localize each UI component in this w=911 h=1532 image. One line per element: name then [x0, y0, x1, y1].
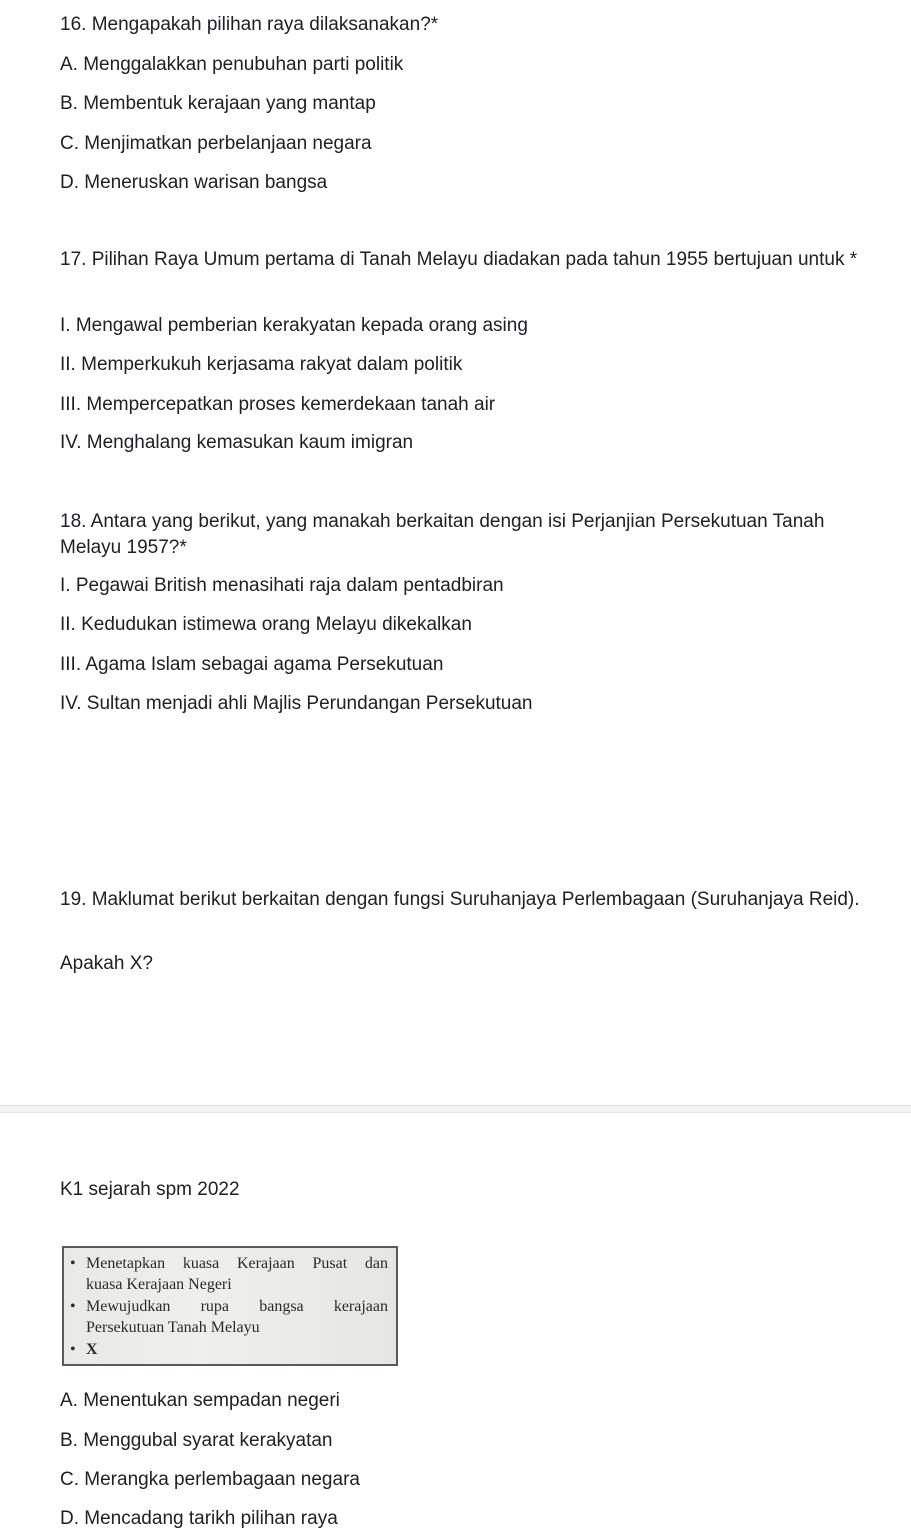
- section-divider: [0, 1105, 911, 1113]
- bullet-1: •: [70, 1255, 76, 1272]
- q17-statement-ii: II. Memperkukuh kerjasama rakyat dalam politik: [60, 354, 463, 375]
- q16-option-b[interactable]: B. Membentuk kerajaan yang mantap: [60, 93, 376, 114]
- q19-option-b[interactable]: B. Menggubal syarat kerakyatan: [60, 1430, 333, 1451]
- question-17-text: 17. Pilihan Raya Umum pertama di Tanah Melayu diadakan pada tahun 1955 bertujuan untuk *: [60, 249, 858, 270]
- q18-statement-iii: III. Agama Islam sebagai agama Persekutuan: [60, 654, 444, 675]
- q19-option-a[interactable]: A. Menentukan sempadan negeri: [60, 1390, 340, 1411]
- q16-option-c[interactable]: C. Menjimatkan perbelanjaan negara: [60, 133, 372, 154]
- question-18-text: 18. Antara yang berikut, yang manakah berkaitan dengan isi Perjanjian Persekutuan Tanah Melayu 1957?*: [60, 511, 825, 558]
- question-19-prompt: Apakah X?: [60, 953, 153, 974]
- q17-statement-i: I. Mengawal pemberian kerakyatan kepada orang asing: [60, 315, 528, 336]
- q17-statement-iii: III. Mempercepatkan proses kemerdekaan tanah air: [60, 394, 496, 415]
- question-16-text: 16. Mengapakah pilihan raya dilaksanakan?*: [60, 14, 439, 35]
- question-19-text: 19. Maklumat berikut berkaitan dengan fungsi Suruhanjaya Perlembagaan (Suruhanjaya Reid).: [60, 889, 860, 910]
- bullet-2: •: [70, 1298, 76, 1315]
- stimulus-line-1a: Menetapkan kuasa Kerajaan Pusat dan: [86, 1255, 388, 1272]
- stimulus-image: [62, 1246, 398, 1366]
- stimulus-line-2b: Persekutuan Tanah Melayu: [86, 1319, 260, 1336]
- bullet-3: •: [70, 1341, 76, 1358]
- stimulus-line-2a: Mewujudkan rupa bangsa kerajaan: [86, 1298, 388, 1315]
- q18-statement-ii: II. Kedudukan istimewa orang Melayu dikekalkan: [60, 614, 472, 635]
- q18-statement-i: I. Pegawai British menasihati raja dalam pentadbiran: [60, 575, 504, 596]
- q19-option-d[interactable]: D. Mencadang tarikh pilihan raya: [60, 1508, 338, 1529]
- q16-option-a[interactable]: A. Menggalakkan penubuhan parti politik: [60, 54, 404, 75]
- stimulus-line-x: X: [86, 1341, 98, 1358]
- q16-option-d[interactable]: D. Meneruskan warisan bangsa: [60, 172, 328, 193]
- q19-option-c[interactable]: C. Merangka perlembagaan negara: [60, 1469, 360, 1490]
- source-caption: K1 sejarah spm 2022: [60, 1179, 240, 1200]
- q18-statement-iv: IV. Sultan menjadi ahli Majlis Perundangan Persekutuan: [60, 693, 533, 714]
- q17-statement-iv: IV. Menghalang kemasukan kaum imigran: [60, 432, 414, 453]
- stimulus-line-1b: kuasa Kerajaan Negeri: [86, 1276, 232, 1293]
